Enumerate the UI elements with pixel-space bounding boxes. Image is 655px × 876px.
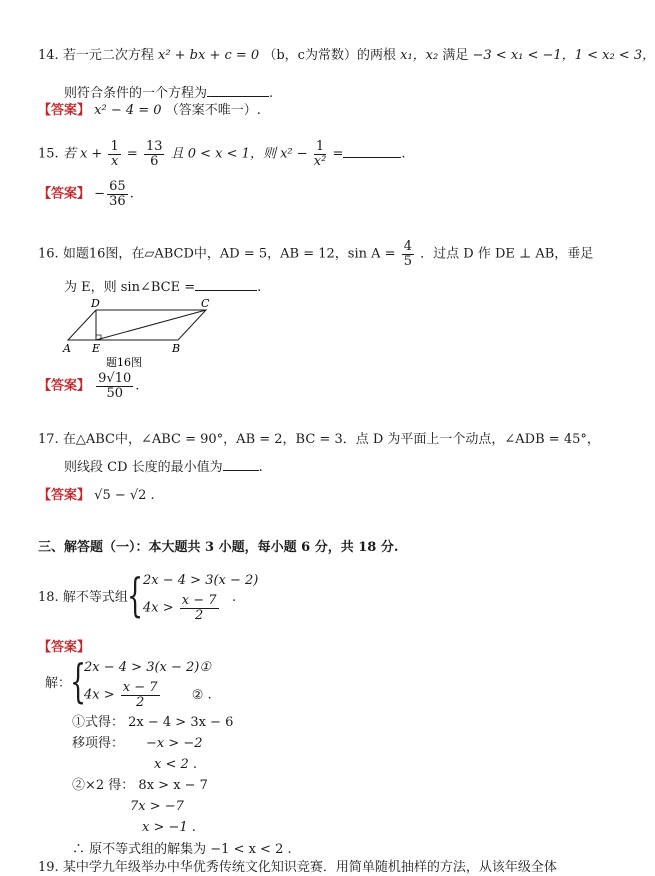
q14-text-b: （b，c为常数）的两根 [263,48,396,63]
q14-text-a: 若一元二次方程 [62,48,154,63]
q15-number: 15. [38,146,59,162]
q18-answer-tag: 【答案】 [38,640,91,655]
q18-sol-label: 解： [45,676,72,691]
q18-sol-brace: { [70,654,87,708]
q14-answer [38,103,261,119]
q18-sol-period: . [207,687,212,703]
q14-blank [207,84,269,97]
q18-ineq2-den: 2 [195,607,204,623]
q17-line2-text: 则线段 CD 长度的最小值为 [64,460,223,475]
q15-text-a: 若 x + [62,146,103,162]
q18-ineq2-frac [180,594,219,622]
q14-answer-value: x² − 4 = 0 [94,103,162,118]
q17-answer-value: √5 − √2 . [94,488,155,503]
q15-frac2-num: 13 [145,139,163,154]
q18-ineq1: 2x − 4 > 3(x − 2) [143,573,259,588]
q14-answer-tag: 【答案】 [38,103,91,118]
label-c: C [201,297,210,310]
q15-frac2-den: 6 [150,153,159,169]
q18-number: 18. [38,590,59,605]
q16-blank [195,278,257,291]
q15-answer [38,180,134,208]
q15-frac3-den: x² [313,153,327,169]
q14-number: 14. [38,48,59,63]
q17-answer [38,488,155,504]
q18-label [38,590,128,606]
q15-blank [343,145,401,158]
q15-text-c: = [332,146,344,162]
q16-answer-period: . [135,378,140,394]
q18-step2-label: 移项得： [72,736,125,751]
q16-frac-num: 4 [403,239,412,254]
q17-period: . [258,460,263,475]
q18-step2: −x > −2 [146,736,203,751]
q16-line2 [64,278,261,296]
q14-roots: x₁，x₂ [400,48,439,63]
q18-step5: 7x > −7 [130,799,184,814]
q15-frac1-num: 1 [110,139,119,154]
q14-line2-text: 则符合条件的一个方程为 [64,86,208,101]
q14-condition: −3 < x₁ < −1，1 < x₂ < 3， [472,48,655,63]
q19-text: 某中学九年级举办中华优秀传统文化知识竞赛．用简单随机抽样的方法，从该年级全体 [62,860,557,875]
q16-period: . [257,280,262,295]
q18-sol-ineq2-den: 2 [136,694,145,710]
section3-heading: 三、解答题（一）：本大题共 3 小题，每小题 6 分，共 18 分. [38,540,399,555]
q15-period: . [401,146,406,162]
q16-answer-num: 9√10 [98,371,132,386]
q16-answer-den: 50 [106,385,123,401]
q15-answer-frac [107,180,128,208]
q15-frac3-num: 1 [314,140,327,155]
label-d: D [91,297,100,310]
q15-frac1 [108,140,120,168]
q18-text: 解不等式组 [62,590,128,605]
parallelogram-abcd [68,310,206,340]
q18-ineq2-left: 4x > [143,600,174,616]
q15-line [38,140,406,168]
q16-line2-text: 为 E，则 sin∠BCE = [64,280,196,295]
q18-sol-ineq2-left: 4x > [84,687,115,703]
q15-eq: = [126,146,138,162]
segment-ec [96,310,206,340]
q18-step3: x < 2 . [154,757,198,772]
q14-answer-note: （答案不唯一）. [165,103,261,118]
q17-answer-tag: 【答案】 [38,488,91,503]
label-a: A [63,342,71,355]
q14-line2 [64,84,273,102]
q14-text-c: 满足 [442,48,469,63]
q15-frac3 [314,140,327,168]
q17-number: 17. [38,432,59,447]
q16-answer-tag: 【答案】 [38,378,91,394]
q15-answer-tag: 【答案】 [38,186,91,202]
figure-caption: 题16图 [106,356,142,369]
q19-line [38,860,557,876]
q18-step1: ①式得： 2x − 4 > 3x − 6 [72,715,234,730]
q18-step4: ②×2 得： 8x > x − 7 [72,778,208,793]
q18-sol-ineq2-frac [121,681,160,709]
q18-ineq2 [143,594,221,622]
q15-answer-period: . [129,186,134,202]
q18-ineq2-num: x − 7 [181,593,217,608]
q15-frac1-den: x [110,153,119,169]
q16-frac [402,240,414,268]
q17-line2 [64,458,263,476]
q15-answer-den: 36 [109,193,126,209]
q17-blank [223,458,259,471]
q18-brace: { [127,568,144,622]
q16-text-a: 如题16图，在▱ABCD中，AD = 5，AB = 12，sin A = [62,246,396,262]
q15-frac2 [144,140,165,168]
q16-line1 [38,240,593,268]
label-e: E [92,342,101,355]
q17-line1 [38,432,600,448]
q15-text-b: 且 0 < x < 1，则 x² − [170,146,308,162]
q14-equation: x² + bx + c = 0 [157,48,260,63]
q16-answer [38,372,139,400]
q15-answer-num: 65 [109,179,126,194]
q18-period: . [232,590,237,605]
label-b: B [172,342,181,355]
q16-text-b: ．过点 D 作 DE ⊥ AB，垂足 [420,246,594,262]
q15-answer-sign: − [94,186,106,202]
q18-sol-ineq1: 2x − 4 > 3(x − 2)① [84,660,212,675]
q18-sol-ineq2-mark: ② [191,687,204,703]
q16-frac-den: 5 [403,253,412,269]
q16-figure [60,294,220,370]
q14-line1 [38,48,655,64]
q18-conclusion: ∴ 原不等式组的解集为 −1 < x < 2 . [72,842,292,857]
q16-number: 16. [38,246,59,262]
q18-sol-ineq2 [84,681,212,709]
q16-answer-frac [96,372,133,400]
q14-period: . [269,86,274,101]
q18-step6: x > −1 . [142,820,196,835]
q18-sol-ineq2-num: x − 7 [122,680,158,695]
q17-line1-text: 在△ABC中，∠ABC = 90°，AB = 2，BC = 3．点 D 为平面上一个动点，∠ADB = 45°， [62,432,600,447]
q19-number: 19. [38,860,59,875]
